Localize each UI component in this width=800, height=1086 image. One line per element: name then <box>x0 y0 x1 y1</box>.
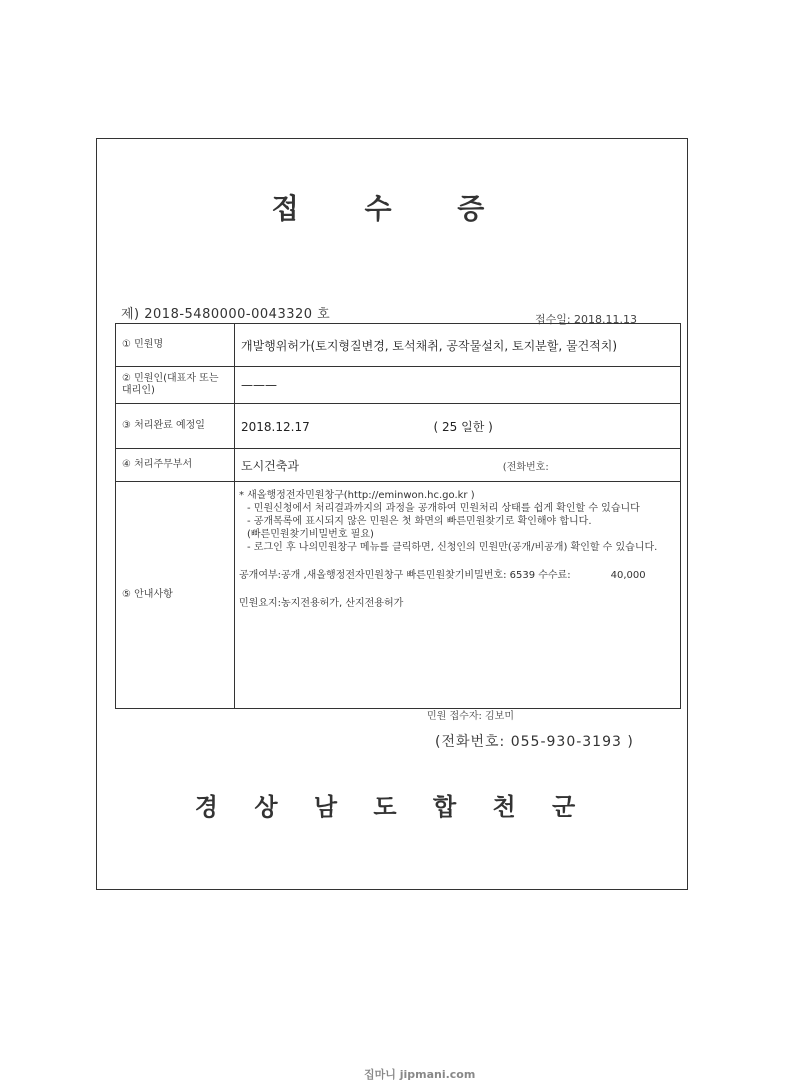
fee-value: 40,000 <box>610 570 646 581</box>
disclosure-text: 공개여부:공개 ,새올행정전자민원창구 빠른민원찾기비밀번호: 6539 수수료: <box>239 570 571 581</box>
guide-line: (빠른민원찾기비밀번호 필요) <box>247 529 374 540</box>
applicant-value: ——— <box>235 367 681 404</box>
deadline-cell <box>235 404 681 449</box>
guide-line: * 새올행정전자민원창구(http://eminwon.hc.go.kr ) <box>239 490 475 501</box>
receiver-name: 민원 접수자: 김보미 <box>427 711 515 722</box>
guide-line: - 공개목록에 표시되지 않은 민원은 첫 화면의 빠른민원찾기로 확인해야 합니다. <box>247 516 592 527</box>
receipt-table <box>115 323 681 709</box>
deadline-value: 2018.12.17 <box>241 419 310 434</box>
row-petition-name <box>116 324 681 367</box>
deadline-days: ( 25 일한 ) <box>433 419 493 434</box>
document-title: 접 수 증 <box>271 192 513 225</box>
row-deadline <box>116 404 681 449</box>
requirement-line: 민원요지:농지전용허가, 산지전용허가 <box>239 598 404 609</box>
row-applicant <box>116 367 681 404</box>
guide-notes <box>235 482 681 709</box>
applicant-label: ② 민원인(대표자 또는 대리인) <box>116 367 235 404</box>
dept-value: 도시건축과 <box>241 458 299 473</box>
receipt-frame <box>96 138 688 890</box>
dept-cell <box>235 449 681 482</box>
receipt-number: 제) 2018-5480000-0043320 호 <box>121 307 331 322</box>
receipt-date: 접수일: 2018.11.13 <box>534 313 637 326</box>
guide-label: ⑤ 안내사항 <box>116 482 235 709</box>
dept-phone-label: (전화번호: <box>502 461 549 473</box>
deadline-label: ③ 처리완료 예정일 <box>116 404 235 449</box>
receiver-phone: (전화번호: 055-930-3193 ) <box>435 734 634 750</box>
row-guide <box>116 482 681 709</box>
issuer-name: 경 상 남 도 합 천 군 <box>194 793 590 821</box>
guide-line: - 로그인 후 나의민원창구 메뉴를 클릭하면, 신청인의 민원만(공개/비공개) 확인할 수 있습니다. <box>247 542 658 553</box>
disclosure-line <box>239 570 676 582</box>
guide-line: - 민원신청에서 처리결과까지의 과정을 공개하여 민원처리 상태를 쉽게 확인할 수 있습니다 <box>247 503 640 514</box>
watermark-logo: 집마니 jipmani.com <box>364 1068 476 1081</box>
dept-label: ④ 처리주무부서 <box>116 449 235 482</box>
petition-name-value: 개발행위허가(토지형질변경, 토석채취, 공작물설치, 토지분할, 물건적치) <box>235 324 681 367</box>
petition-name-label: ① 민원명 <box>116 324 235 367</box>
row-department <box>116 449 681 482</box>
